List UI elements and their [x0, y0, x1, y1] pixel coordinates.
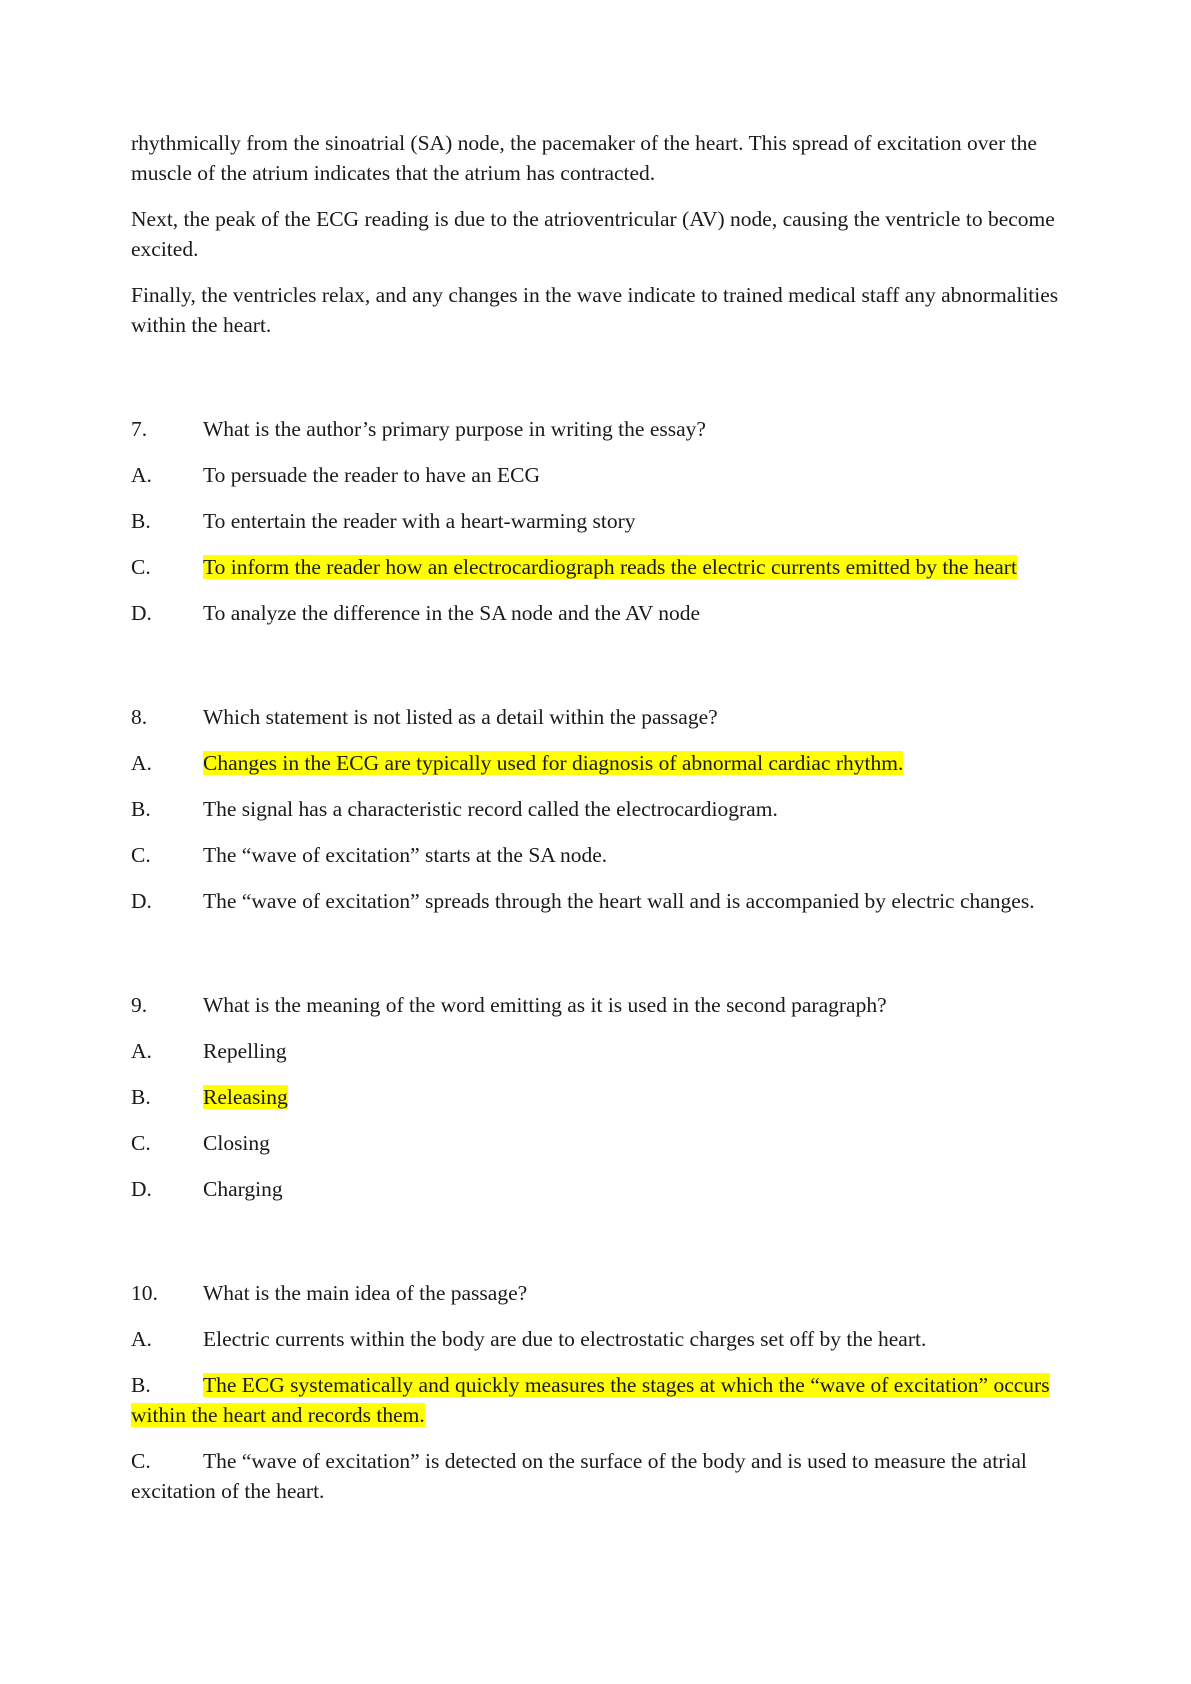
answer-option[interactable] — [131, 1036, 1071, 1066]
option-label: D. — [131, 889, 152, 913]
option-label: A. — [131, 463, 152, 487]
option-label: C. — [131, 555, 151, 579]
answer-option[interactable] — [131, 598, 1071, 628]
passage-paragraph: Finally, the ventricles relax, and any changes in the wave indicate to trained medical staff any abnormalities within the heart. — [131, 283, 1059, 337]
question-block — [131, 414, 1071, 628]
option-label: A. — [131, 1039, 152, 1063]
answer-option[interactable] — [131, 794, 1071, 824]
answer-option[interactable] — [131, 1174, 1071, 1204]
option-text: The signal has a characteristic record called the electrocardiogram. — [203, 797, 778, 821]
question-number: 9. — [131, 993, 148, 1017]
answer-option[interactable] — [131, 506, 1071, 536]
option-label: A. — [131, 751, 152, 775]
option-text-highlighted: To inform the reader how an electrocardiograph reads the electric currents emitted by the heart — [203, 555, 1017, 579]
option-label: D. — [131, 1177, 152, 1201]
option-text: Electric currents within the body are due to electrostatic charges set off by the heart. — [203, 1327, 927, 1351]
question — [131, 702, 1071, 732]
answer-option[interactable] — [131, 1370, 1071, 1430]
document-page — [131, 128, 1071, 1522]
option-label: C. — [131, 1131, 151, 1155]
option-text: The “wave of excitation” spreads through the heart wall and is accompanied by electric changes. — [203, 889, 1035, 913]
option-label: B. — [131, 1373, 151, 1397]
question — [131, 1278, 1071, 1308]
option-text: The “wave of excitation” starts at the SA node. — [203, 843, 608, 867]
option-text: To persuade the reader to have an ECG — [203, 463, 540, 487]
passage-paragraph: Next, the peak of the ECG reading is due to the atrioventricular (AV) node, causing the ventricle to become excited. — [131, 207, 1055, 261]
question-text: What is the meaning of the word emitting as it is used in the second paragraph? — [203, 993, 887, 1017]
option-label: D. — [131, 601, 152, 625]
option-text-highlighted: Changes in the ECG are typically used for diagnosis of abnormal cardiac rhythm. — [203, 751, 904, 775]
answer-option[interactable] — [131, 1324, 1071, 1354]
answer-option[interactable] — [131, 552, 1071, 582]
answer-option[interactable] — [131, 1082, 1071, 1112]
option-label: A. — [131, 1327, 152, 1351]
answer-option[interactable] — [131, 460, 1071, 490]
option-text: Charging — [203, 1177, 283, 1201]
option-text: Closing — [203, 1131, 270, 1155]
question-number: 10. — [131, 1281, 158, 1305]
question-number: 8. — [131, 705, 148, 729]
question-text: What is the main idea of the passage? — [203, 1281, 528, 1305]
answer-option[interactable] — [131, 840, 1071, 870]
question — [131, 990, 1071, 1020]
option-text-highlighted: Releasing — [203, 1085, 288, 1109]
option-text: Repelling — [203, 1039, 287, 1063]
option-label: B. — [131, 1085, 151, 1109]
question-block — [131, 702, 1071, 916]
answer-option[interactable] — [131, 886, 1071, 916]
question-text: Which statement is not listed as a detail within the passage? — [203, 705, 718, 729]
option-label: C. — [131, 843, 151, 867]
option-text: The “wave of excitation” is detected on the surface of the body and is used to measure the atrial excitation of the heart. — [131, 1449, 1027, 1503]
option-label: B. — [131, 509, 151, 533]
passage-paragraph: rhythmically from the sinoatrial (SA) node, the pacemaker of the heart. This spread of excitation over the muscle of the atrium indicates that the atrium has contracted. — [131, 131, 1037, 185]
answer-option[interactable] — [131, 1128, 1071, 1158]
answer-option[interactable] — [131, 1446, 1071, 1506]
question-block — [131, 1278, 1071, 1506]
option-text: To entertain the reader with a heart-warming story — [203, 509, 636, 533]
question-number: 7. — [131, 417, 148, 441]
answer-option[interactable] — [131, 748, 1071, 778]
question-text: What is the author’s primary purpose in writing the essay? — [203, 417, 706, 441]
question — [131, 414, 1071, 444]
option-label: C. — [131, 1449, 151, 1473]
option-text: To analyze the difference in the SA node and the AV node — [203, 601, 701, 625]
option-label: B. — [131, 797, 151, 821]
question-block — [131, 990, 1071, 1204]
option-text-highlighted: The ECG systematically and quickly measures the stages at which the “wave of excitation” occurs within the heart and records them. — [131, 1373, 1050, 1427]
